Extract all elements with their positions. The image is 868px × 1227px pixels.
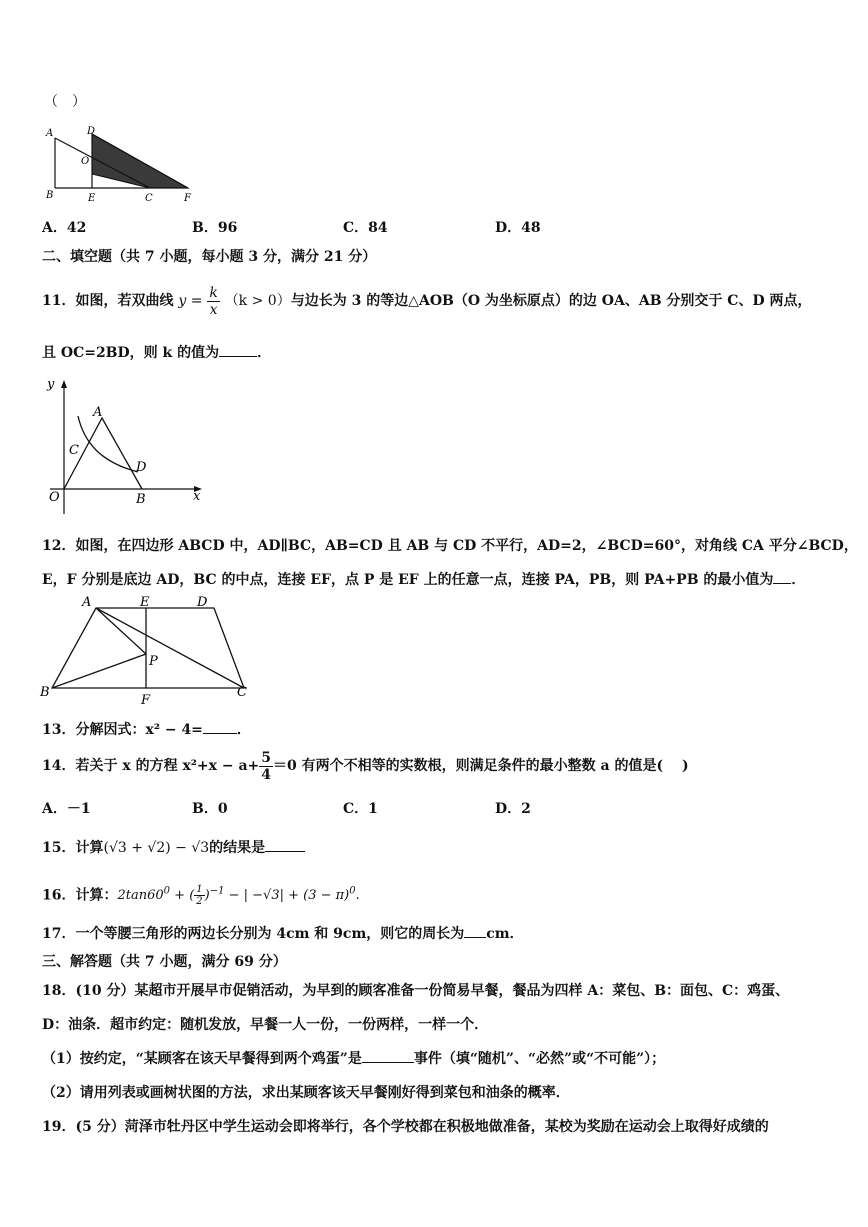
label-A: A	[46, 128, 54, 139]
label-E: E	[140, 595, 150, 610]
q14-fraction: $\frac{5}{4}$	[261, 749, 272, 783]
q10-option-d: D．48	[495, 220, 541, 236]
q15-expression: (√3 + √2) − √3	[103, 840, 210, 856]
section2-title: 二、填空题（共 7 小题，每小题 3 分，满分 21 分）	[42, 249, 377, 265]
label-P: P	[149, 654, 158, 669]
axis-x-label: x	[193, 489, 201, 504]
q18-part2: （2）请用列表或画树状图的方法，求出某顾客该天早餐刚好得到菜包和油条的概率．	[42, 1085, 570, 1101]
q14-option-a: A．－1	[42, 801, 91, 817]
q10-option-a: A．42	[42, 220, 87, 236]
q16-expression: $2\tan 60^0$ + ( $\frac{1}{2}$ )$^{-1}$ − | $-√3| + (3 - \pi)^0$.	[117, 884, 360, 908]
label-B: B	[40, 685, 50, 700]
label-A: A	[93, 405, 103, 420]
q12-line2: E，F 分别是底边 AD，BC 的中点，连接 EF，点 P 是 EF 上的任意一点，连接 PA，PB，则 PA+PB 的最小值为 ．	[42, 569, 805, 589]
q12-figure	[38, 594, 254, 710]
q18-line1: 18．(10 分）某超市开展早市促销活动，为早到的顾客准备一份简易早餐，餐品为四样 A：菜包、B：面包、C：鸡蛋、	[42, 983, 790, 999]
q11-text2: 与边长为 3 的等边△AOB（O 为坐标原点）的边 OA、AB 分别交于 C、D 两点，	[290, 293, 812, 309]
label-B: B	[136, 492, 146, 507]
label-E: E	[88, 193, 96, 204]
label-A: A	[82, 595, 92, 610]
q12-answer-blank[interactable]	[773, 569, 791, 584]
q11-fraction: $\frac{k}{x}$	[209, 284, 218, 318]
q10-option-b: B．96	[192, 220, 238, 236]
q17-answer-blank[interactable]	[464, 923, 486, 938]
q14-line: 14．若关于 x 的方程 x²+x − a+ $\frac{5}{4}$ ＝0 有两个不相等的实数根，则满足条件的最小整数 a 的值是( )	[42, 749, 689, 783]
q14-option-d: D．2	[495, 801, 531, 817]
label-F: F	[141, 693, 151, 708]
axis-y-label: y	[47, 377, 55, 392]
q10-option-c: C．84	[343, 220, 388, 236]
q16-line: 16．计算：$2\tan 60^0$ + ( $\frac{1}{2}$ )$^{-1}$ − | $-√3| + (3 - \pi)^0$.	[42, 884, 360, 908]
label-D: D	[136, 460, 147, 475]
q18-line2: D：油条．超市约定：随机发放，早餐一人一份，一份两样，一样一个．	[42, 1017, 489, 1033]
label-O: O	[81, 156, 90, 167]
q19-line1: 19．(5 分）菏泽市牡丹区中学生运动会即将举行，各个学校都在积极地做准备，某校为奖励在运动会上取得好成绩的	[42, 1119, 769, 1135]
q11-num: 11．	[42, 293, 76, 309]
label-B: B	[46, 190, 54, 201]
q14-option-c: C．1	[343, 801, 378, 817]
label-C: C	[237, 685, 247, 700]
label-F: F	[184, 193, 191, 204]
q18-part1: （1）按约定，“某顾客在该天早餐得到两个鸡蛋”是 事件（填“随机”、“必然”或“不可能”）；	[42, 1048, 665, 1068]
q15-answer-blank[interactable]	[265, 837, 305, 852]
q10-paren: （ ）	[44, 94, 86, 110]
q17-line: 17．一个等腰三角形的两边长分别为 4cm 和 9cm，则它的周长为 cm．	[42, 923, 524, 943]
q14-option-b: B．0	[192, 801, 228, 817]
q11-line2: 且 OC=2BD，则 k 的值为 ．	[42, 342, 271, 362]
q11-cond: （k > 0）	[224, 293, 291, 309]
q11-text1: 如图，若双曲线	[75, 293, 174, 309]
label-C: C	[69, 443, 79, 458]
label-D: D	[197, 595, 208, 610]
q18-answer-blank[interactable]	[362, 1048, 414, 1063]
q11-line1	[42, 282, 811, 320]
label-C: C	[145, 193, 153, 204]
q13-line: 13．分解因式：x² − 4= ．	[42, 719, 251, 739]
q11-yeq: y =	[178, 293, 203, 309]
q12-line1: 12．如图，在四边形 ABCD 中，AD∥BC，AB=CD 且 AB 与 CD 不平行，AD=2，∠BCD=60°，对角线 CA 平分∠BCD，	[42, 538, 858, 554]
label-O: O	[49, 490, 60, 505]
q11-figure	[40, 374, 210, 520]
q15-line: 15．计算(√3 + √2) − √3的结果是	[42, 837, 305, 857]
q10-figure	[40, 124, 200, 206]
q13-answer-blank[interactable]	[203, 719, 237, 734]
q11-answer-blank[interactable]	[219, 342, 257, 357]
section3-title: 三、解答题（共 7 小题，满分 69 分）	[42, 954, 287, 970]
label-D: D	[87, 126, 96, 137]
